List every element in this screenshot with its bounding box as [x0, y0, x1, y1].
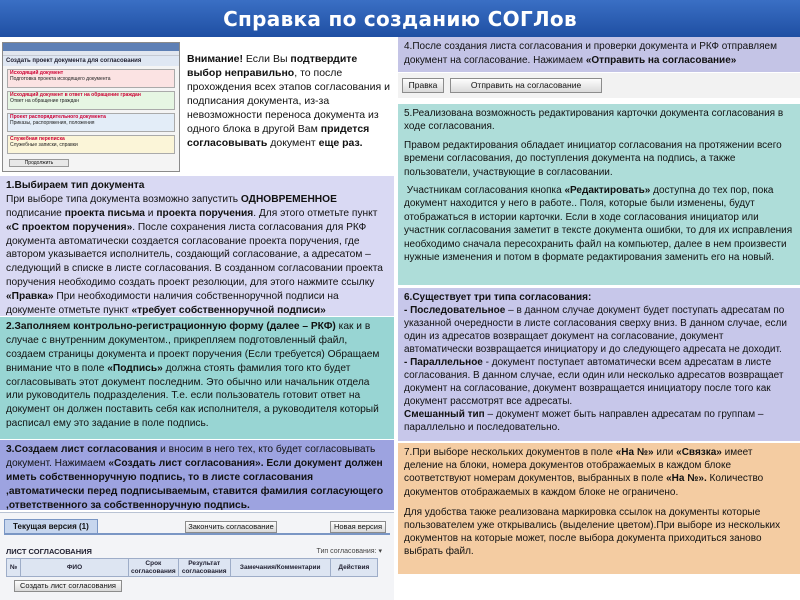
page-title: Справка по созданию СОГЛов	[223, 6, 577, 31]
warning-text: Если Вы	[242, 53, 291, 65]
step-5-heading: 5.Реализована возможность редактирования карточки документа согласования в ходе согласования.	[404, 108, 784, 133]
step-5-paragraph: Правом редактирования обладает инициатор согласования на протяжении всего времени согласования, до поступления документа на подпись, а также пользователи, участвующие в согласовании.	[404, 139, 782, 178]
option-label: Проект распорядительного документа	[10, 114, 106, 120]
step-5-text: доступна до тех пор, пока документ находится у него в работе.. Поля, которые были изменены, будут отображаться в истории карточки. Если в ходе согласования инициатор или участник согласования заметит в тексте документа ошибки, то для их исправления необходимо сначала пересохранить файл на компьютер, далее в нем произвести нужные изменения и потом в формате редактирования заменить его на новый.	[404, 184, 793, 263]
step-1-heading: 1.Выбираем тип документа	[6, 180, 145, 191]
tab-current-version[interactable]: Текущая версия (1)	[4, 519, 98, 534]
step-1-text: и	[144, 207, 157, 219]
finish-approval-button[interactable]: Закончить согласование	[185, 521, 277, 533]
step-1-text: . После сохранения листа согласования для РКФ документа автоматически создается согласование проекта поручения, где автором указывается исполнитель, создающий согласование, а адресатом – следующий в списке в листе согласования. В созданном согласовании проекта поручения необходимо создать проект резолюции, для этого нажмите ссылку	[6, 221, 383, 289]
doc-type-screenshot	[2, 42, 180, 172]
step-3-text: и вносим в него тех, кто будет согласовывать документ. Нажимаем	[6, 444, 376, 469]
step-3-bold: «Создать лист согласования». Если документ должен иметь собственноручную подпись, то в листе согласования ,автоматически перед подписываемым, ставится фамилия согласующего ,ответственного за собственноручную подпись.	[6, 457, 384, 510]
step-6-text: – документ может быть направлен адресатам по группам – параллельно и последовательно.	[404, 409, 764, 433]
approval-list-heading: ЛИСТ СОГЛАСОВАНИЯ	[6, 547, 92, 556]
warning-bold: еще раз.	[318, 137, 363, 150]
column-header: №	[7, 559, 21, 577]
step-3-heading: 3.Создаем лист согласования	[6, 444, 158, 455]
column-header: Действия	[330, 559, 377, 577]
approval-type-label[interactable]	[317, 547, 382, 555]
shot-header: Создать проект документа для согласования	[3, 56, 179, 66]
step-2-text: как и в случае с внутренним документом., прикрепляем подготовленный файл, создаем страницы документа и проект поручения (Если требуется) Обращаем внимание что в поле	[6, 321, 380, 374]
step-2-text: должна стоять фамилия того кто будет согласовывать этот документ последним. Это обычно или начальник отдела или руководитель подразделения. Т.е. если пользователь готовит ответ на документ он должен поставить себя как исполнителя, а руководителя который расписал ему это задание в поле подпись.	[6, 362, 379, 430]
step-6-item	[404, 304, 794, 356]
step-7-bold: «На №»	[615, 447, 654, 458]
step-4-bold: «Отправить на согласование»	[585, 54, 737, 66]
step-6-text: - документ поступает автоматически всем адресатам в листе согласования. В данном случае, если один или несколько адресатов возвращает документ на согласование, документ возвращается инициатору после того как документ рассмотрят все адресаты.	[404, 357, 784, 407]
step-6-item	[404, 408, 794, 434]
warning-text: документ	[267, 137, 319, 150]
warning-bold: подтвердите выбор неправильно	[187, 53, 358, 80]
step-1-text: подписание	[6, 207, 65, 219]
option-label: Служебная переписка	[10, 136, 65, 142]
step-5-text: Участникам согласования кнопка	[406, 184, 565, 196]
step-3-panel	[0, 440, 394, 510]
doc-type-option[interactable]	[7, 69, 175, 88]
step-1-text: При выборе типа документа возможно запустить	[6, 193, 241, 205]
create-approval-list-button[interactable]: Создать лист согласования	[14, 580, 122, 592]
doc-type-option[interactable]	[7, 135, 175, 154]
step-1-bold: ОДНОВРЕМЕННОЕ	[240, 193, 337, 205]
new-version-button[interactable]: Новая версия	[330, 521, 386, 533]
step-6-item	[404, 356, 794, 408]
step-6-bold: - Параллельное	[404, 357, 483, 368]
step-5-panel	[398, 104, 800, 285]
option-label: Исходящий документ в ответ на обращение граждан	[10, 92, 141, 98]
approval-type-text: Тип согласования:	[316, 548, 377, 555]
option-text: Ответ на обращение граждан	[10, 97, 79, 104]
step-7-text: имеет деление на блоки, номера документов отображаемых в каждом блоке соответствуют номерам документов, выбранных в поле	[404, 447, 753, 485]
continue-button[interactable]: Продолжить	[9, 159, 69, 167]
doc-type-option[interactable]	[7, 91, 175, 110]
step-1-bold: «Правка»	[6, 291, 54, 302]
doc-type-option[interactable]	[7, 113, 175, 132]
step-7-paragraph: Для удобства также реализована маркировка ссылок на документы которые пользователем уже открывались (выделение цветом).При выборе из нескольких документов на которые может, после выбора документа приходиться заново выбрать файл.	[404, 506, 781, 558]
step-2-bold: «Подпись»	[107, 362, 163, 374]
option-text: Служебные записки, справки	[10, 141, 78, 148]
column-header: Результат согласования	[178, 559, 230, 577]
step-7-text: 7.При выборе нескольких документов в поле	[404, 447, 616, 458]
step-6-bold: Смешанный тип	[404, 409, 485, 420]
window-title-bar	[3, 43, 179, 51]
column-header: ФИО	[21, 559, 129, 577]
warning-lead: Внимание!	[187, 53, 243, 65]
send-toolbar-screenshot	[398, 73, 800, 98]
step-2-heading: 2.Заполняем контрольно-регистрационную форму (далее – РКФ)	[6, 321, 336, 332]
step-7-text: Количество документов отображаемых в каждом блоке не ограничено.	[404, 473, 764, 498]
option-text: Приказы, распоряжения, положения	[10, 119, 95, 126]
step-4-panel	[398, 37, 800, 72]
send-for-approval-button[interactable]: Отправить на согласование	[450, 78, 602, 93]
step-1-panel	[0, 176, 394, 316]
approval-list-screenshot	[0, 512, 394, 600]
step-1-bold: проекта письма	[64, 207, 145, 219]
step-1-bold: проекта поручения	[156, 207, 254, 219]
option-text: Подготовка проекта исходящего документа	[10, 75, 111, 82]
warning-text: , то после прохождения всех этапов согласования и подписания документа, из-за невозможности переноса документа из одного блока в другой Вам	[187, 67, 390, 136]
edit-button[interactable]: Правка	[402, 78, 444, 93]
step-1-bold: «С проектом поручения»	[6, 221, 133, 233]
step-6-panel	[398, 288, 800, 441]
column-header: Замечания/Комментарии	[230, 559, 330, 577]
step-1-bold: «требует собственноручной подписи»	[131, 304, 326, 316]
step-6-bold: - Последовательное	[404, 305, 506, 316]
step-2-panel	[0, 317, 394, 439]
chevron-down-icon: ▾	[378, 548, 382, 555]
column-header: Срок согласования	[129, 559, 179, 577]
title-bar	[0, 0, 800, 37]
warning-bold: придется согласовывать	[187, 123, 370, 150]
warning-note	[185, 48, 393, 173]
step-7-bold: «На №».	[666, 473, 707, 485]
step-6-heading: 6.Существует три типа согласования:	[404, 292, 592, 303]
step-7-panel	[398, 443, 800, 574]
step-1-text: . Для этого отметьте пункт	[253, 207, 378, 219]
step-6-text: – в данном случае документ будет поступать адресатам по указанной очередности в листе согласования сверху вниз. В данном случае, если один из адресатов возвращает документ на согласование, документ автоматически возвращается инициатору и до следующего адресата не доходит.	[404, 305, 787, 355]
step-7-bold: «Связка»	[676, 447, 722, 458]
step-7-paragraph	[404, 446, 794, 499]
approval-table	[6, 558, 378, 577]
step-5-paragraph	[404, 184, 794, 264]
step-5-bold: «Редактировать»	[564, 184, 651, 196]
step-7-text: или	[653, 447, 677, 458]
step-1-text: При необходимости наличия собственноручной подписи на документе отметьте пункт	[6, 291, 339, 316]
option-label: Исходящий документ	[10, 70, 64, 76]
step-4-text: 4.После создания листа согласования и проверки документа и РКФ отправляем документ на согласование. Нажимаем	[404, 41, 777, 66]
